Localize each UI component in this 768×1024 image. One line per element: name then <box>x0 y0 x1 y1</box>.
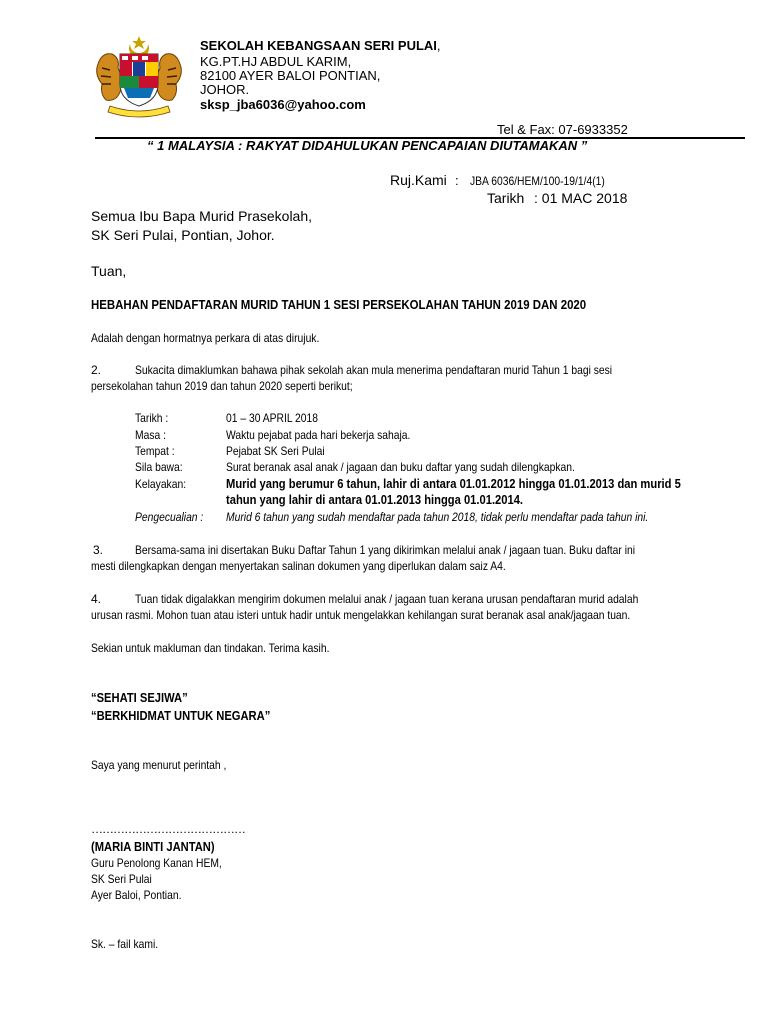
tarikh-label: Tarikh <box>487 190 525 206</box>
signatory-name-text: (MARIA BINTI JANTAN) <box>91 839 215 854</box>
para-3-line-2 <box>91 559 573 573</box>
para-4-line-2 <box>91 608 718 622</box>
subject-text: HEBAHAN PENDAFTARAN MURID TAHUN 1 SESI PERSEKOLAHAN TAHUN 2019 DAN 2020 <box>91 297 587 312</box>
school-name-comma: , <box>436 38 441 53</box>
signatory-name <box>91 839 235 854</box>
tarikh-value: : 01 MAC 2018 <box>534 190 628 206</box>
para-1-text: Adalah dengan hormatnya perkara di atas dirujuk. <box>91 331 320 345</box>
signatory-place <box>91 888 196 902</box>
para-2-line-1 <box>135 363 690 377</box>
motto-1 <box>91 690 203 705</box>
para-4-line-1 <box>135 592 720 606</box>
tel-fax: Tel & Fax: 07-6933352 <box>497 122 628 137</box>
detail-masa-label <box>135 428 171 442</box>
school-email: sksp_jba6036@yahoo.com <box>200 97 366 112</box>
signatory-title <box>91 856 243 870</box>
recipient-line-1: Semua Ibu Bapa Murid Prasekolah, <box>91 208 313 224</box>
detail-kelayakan-label-text: Kelayakan: <box>135 477 187 491</box>
motto-1-text: “SEHATI SEJIWA” <box>91 690 188 705</box>
detail-silabawa-label <box>135 460 190 474</box>
ruj-colon: : <box>455 173 459 188</box>
detail-silabawa-value-text: Surat beranak asal anak / jagaan dan buku daftar yang sudah dilengkapkan. <box>226 460 575 474</box>
cc-line <box>91 937 169 951</box>
signatory-org <box>91 872 162 886</box>
signatory-title-text: Guru Penolong Kanan HEM, <box>91 856 222 870</box>
para-4-number: 4. <box>91 592 102 606</box>
detail-tempat-label <box>135 444 181 458</box>
closing-text-inner: Sekian untuk makluman dan tindakan. Terima kasih. <box>91 641 330 655</box>
signoff <box>91 758 248 772</box>
address-line-1: KG.PT.HJ ABDUL KARIM, <box>200 54 352 69</box>
school-name <box>200 38 441 53</box>
detail-kelayakan-line-2-text: tahun yang lahir di antara 01.01.2013 hingga 01.01.2014. <box>226 492 524 507</box>
detail-pengecualian-label <box>135 510 214 524</box>
detail-masa-value-text: Waktu pejabat pada hari bekerja sahaja. <box>226 428 411 442</box>
detail-pengecualian-label-text: Pengecualian : <box>135 510 204 524</box>
detail-masa-value <box>226 428 440 442</box>
detail-kelayakan-line-1-text: Murid yang berumur 6 tahun, lahir di antara 01.01.2012 hingga 01.01.2013 dan murid 5 <box>226 476 681 491</box>
para-2-line-2 <box>91 379 395 393</box>
detail-pengecualian-value-text: Murid 6 tahun yang sudah mendaftar pada tahun 2018, tidak perlu mendaftar pada tahun ini. <box>226 510 649 524</box>
subject <box>91 297 654 312</box>
para-2-line-2-text: persekolahan tahun 2019 dan tahun 2020 seperti berikut; <box>91 379 353 393</box>
recipient-line-2: SK Seri Pulai, Pontian, Johor. <box>91 227 275 243</box>
signoff-text: Saya yang menurut perintah , <box>91 758 227 772</box>
para-3-line-1-text: Bersama-sama ini disertakan Buku Daftar Tahun 1 yang dikirimkan melalui anak / jagaan tuan. Buku daftar ini <box>135 543 636 557</box>
para-2-number: 2. <box>91 363 102 377</box>
detail-tarikh-label-text: Tarikh : <box>135 411 169 425</box>
detail-silabawa-value <box>226 460 632 474</box>
signatory-org-text: SK Seri Pulai <box>91 872 152 886</box>
detail-silabawa-label-text: Sila bawa: <box>135 460 183 474</box>
ruj-value <box>470 174 627 188</box>
salutation: Tuan, <box>91 263 127 279</box>
cc-line-text: Sk. – fail kami. <box>91 937 159 951</box>
detail-kelayakan-line-1 <box>226 476 755 491</box>
detail-tarikh-value-text: 01 – 30 APRIL 2018 <box>226 411 319 425</box>
para-4-line-1-text: Tuan tidak digalakkan mengirim dokumen melalui anak / jagaan tuan kerana urusan pendaftaran murid adalah <box>135 592 639 606</box>
school-name-text: SEKOLAH KEBANGSAAN SERI PULAI <box>200 38 437 53</box>
detail-tarikh-label <box>135 411 174 425</box>
para-4-line-2-text: urusan rasmi. Mohon tuan atau isteri untuk hadir untuk mengelakkan kehilangan surat beranak asal anak/jagaan tuan. <box>91 608 631 622</box>
para-3-line-2-text: mesti dilengkapkan dengan menyertakan salinan dokumen yang diperlukan dalam saiz A4. <box>91 559 506 573</box>
crest-icon <box>92 34 186 118</box>
detail-tempat-value-text: Pejabat SK Seri Pulai <box>226 444 325 458</box>
detail-kelayakan-line-2 <box>226 492 571 507</box>
detail-tempat-value <box>226 444 341 458</box>
motto-2 <box>91 708 299 723</box>
ruj-label: Ruj.Kami <box>390 172 447 188</box>
detail-tempat-label-text: Tempat : <box>135 444 175 458</box>
slogan: “ 1 MALAYSIA : RAKYAT DIDAHULUKAN PENCAPAIAN DIUTAMAKAN ” <box>147 138 588 153</box>
ruj-value-text: JBA 6036/HEM/100-19/1/4(1) <box>470 174 605 188</box>
para-3-number: 3. <box>93 543 104 557</box>
detail-tarikh-value <box>226 411 333 425</box>
address-line-2: 82100 AYER BALOI PONTIAN, <box>200 68 381 83</box>
para-2-line-1-text: Sukacita dimaklumkan bahawa pihak sekolah akan mula menerima pendaftaran murid Tahun 1 bagi sesi <box>135 363 613 377</box>
address-line-3: JOHOR. <box>200 82 250 97</box>
coat-of-arms-logo <box>92 34 186 118</box>
detail-pengecualian-value <box>226 510 717 524</box>
para-3-line-1 <box>135 543 716 557</box>
signatory-place-text: Ayer Baloi, Pontian. <box>91 888 182 902</box>
detail-masa-label-text: Masa : <box>135 428 166 442</box>
closing-text <box>91 641 368 655</box>
detail-kelayakan-label <box>135 477 194 491</box>
para-1 <box>91 331 357 345</box>
motto-2-text: “BERKHIDMAT UNTUK NEGARA” <box>91 708 271 723</box>
signature-dots: …………………………………… <box>91 822 245 836</box>
